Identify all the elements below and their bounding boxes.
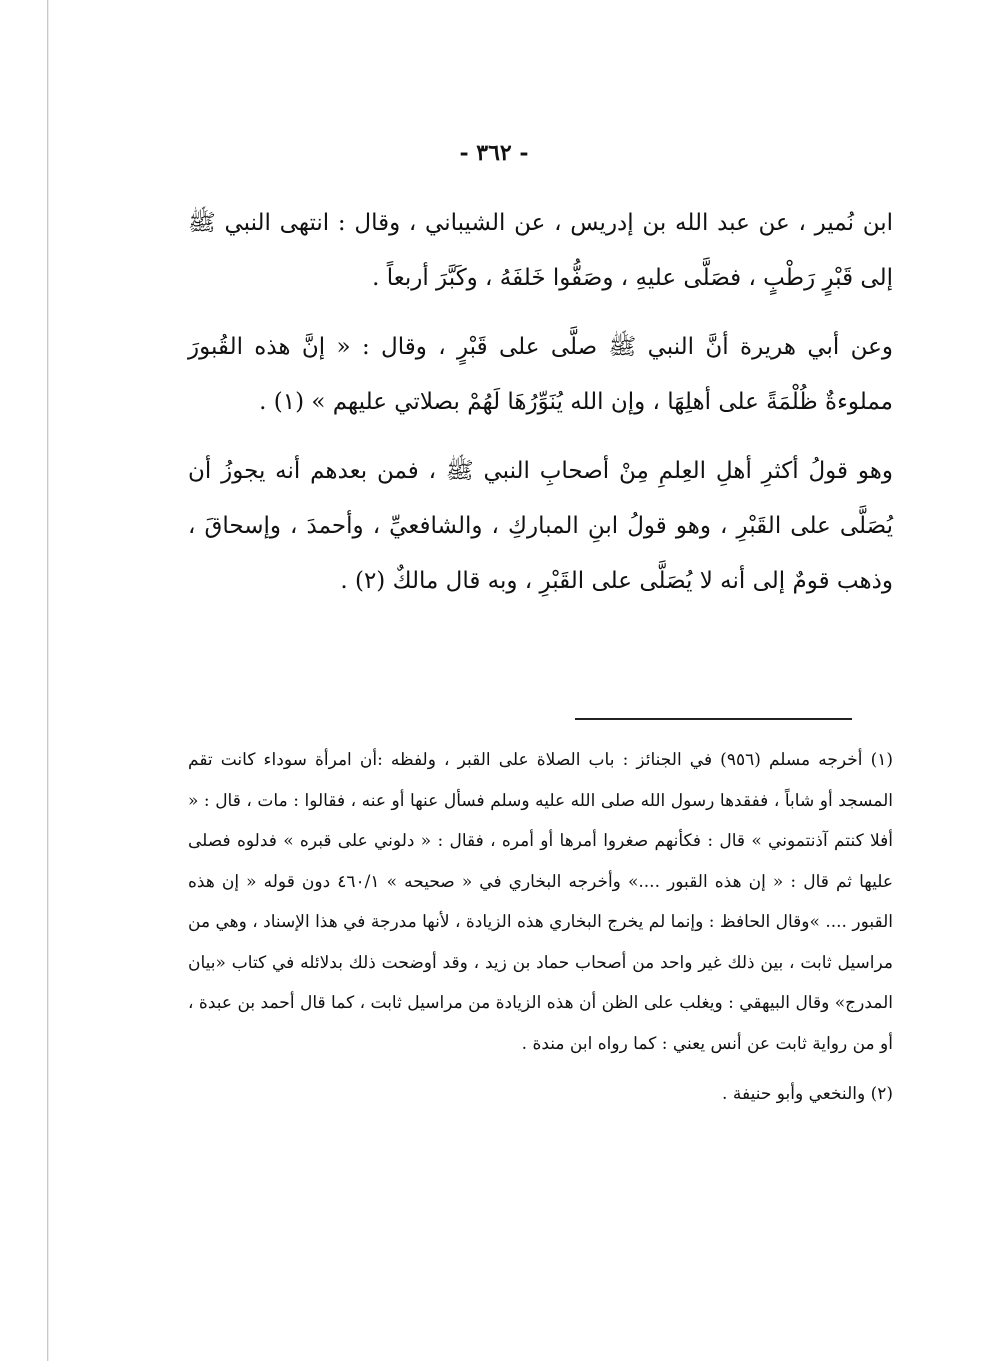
paragraph-3: وهو قولُ أكثرِ أهلِ العِلمِ مِنْ أصحابِ النبي ﷺ ، فمن بعدهم أنه يجوزُ أن يُصَلَّى على القَبْرِ ، وهو قولُ ابنِ المباركِ ، والشافعيِّ ، وأحمدَ ، وإسحاقَ ، وذهب قومٌ إلى أنه لا يُصَلَّى على القَبْرِ ، وبه قال مالكٌ (٢) . [188, 458, 893, 594]
paragraph-2: وعن أبي هريرة أنَّ النبي ﷺ صلَّى على قَبْرٍ ، وقال : « إنَّ هذه القُبورَ مملوءةٌ ظُلْمَةً على أهلِهَا ، وإن الله يُنَوِّرُهَا لَهُمْ بصلاتي عليهم » (١) . [188, 334, 893, 415]
footnote-1: (١) أخرجه مسلم (٩٥٦) في الجنائز : باب الصلاة على القبر ، ولفظه :أن امرأة سوداء كانت تقم المسجد أو شاباً ، ففقدها رسول الله صلى الله عليه وسلم فسأل عنها أو عنه ، فقالوا : مات ، قال : « أفلا كنتم آذنتموني » قال : فكأنهم صغروا أمرها أو أمره ، فقال : « دلوني على قبره » فدلوه فصلى عليها ثم قال : « إن هذه القبور ....» وأخرجه البخاري في « صحيحه » ٤٦٠/١ دون قوله « إن هذه القبور .... »وقال الحافظ : وإنما لم يخرج البخاري هذه الزيادة ، لأنها مدرجة في هذا الإسناد ، وهي من مراسيل ثابت ، بين ذلك غير واحد من أصحاب حماد بن زيد ، وقد أوضحت ذلك بدلائله في كتاب «بيان المدرج» وقال البيهقي : ويغلب على الظن أن هذه الزيادة من مراسيل ثابت ، كما قال أحمد بن عبدة ، أو من رواية ثابت عن أنس يعني : كما رواه ابن مندة . [188, 750, 894, 1054]
main-text [188, 196, 893, 609]
scan-edge-shadow [48, 0, 49, 1361]
page-number: - ٣٦٢ - [459, 140, 529, 166]
paragraph-1: ابن نُمير ، عن عبد الله بن إدريس ، عن الشيباني ، وقال : انتهى النبي ﷺ إلى قَبْرٍ رَطْبٍ ، فصَلَّى عليهِ ، وصَفُّوا خَلفَهُ ، وكَبَّرَ أربعاً . [188, 210, 893, 291]
footnotes [188, 740, 893, 1115]
footnote-2: (٢) والنخعي وأبو حنيفة . [722, 1084, 893, 1104]
footnote-separator [575, 718, 852, 720]
